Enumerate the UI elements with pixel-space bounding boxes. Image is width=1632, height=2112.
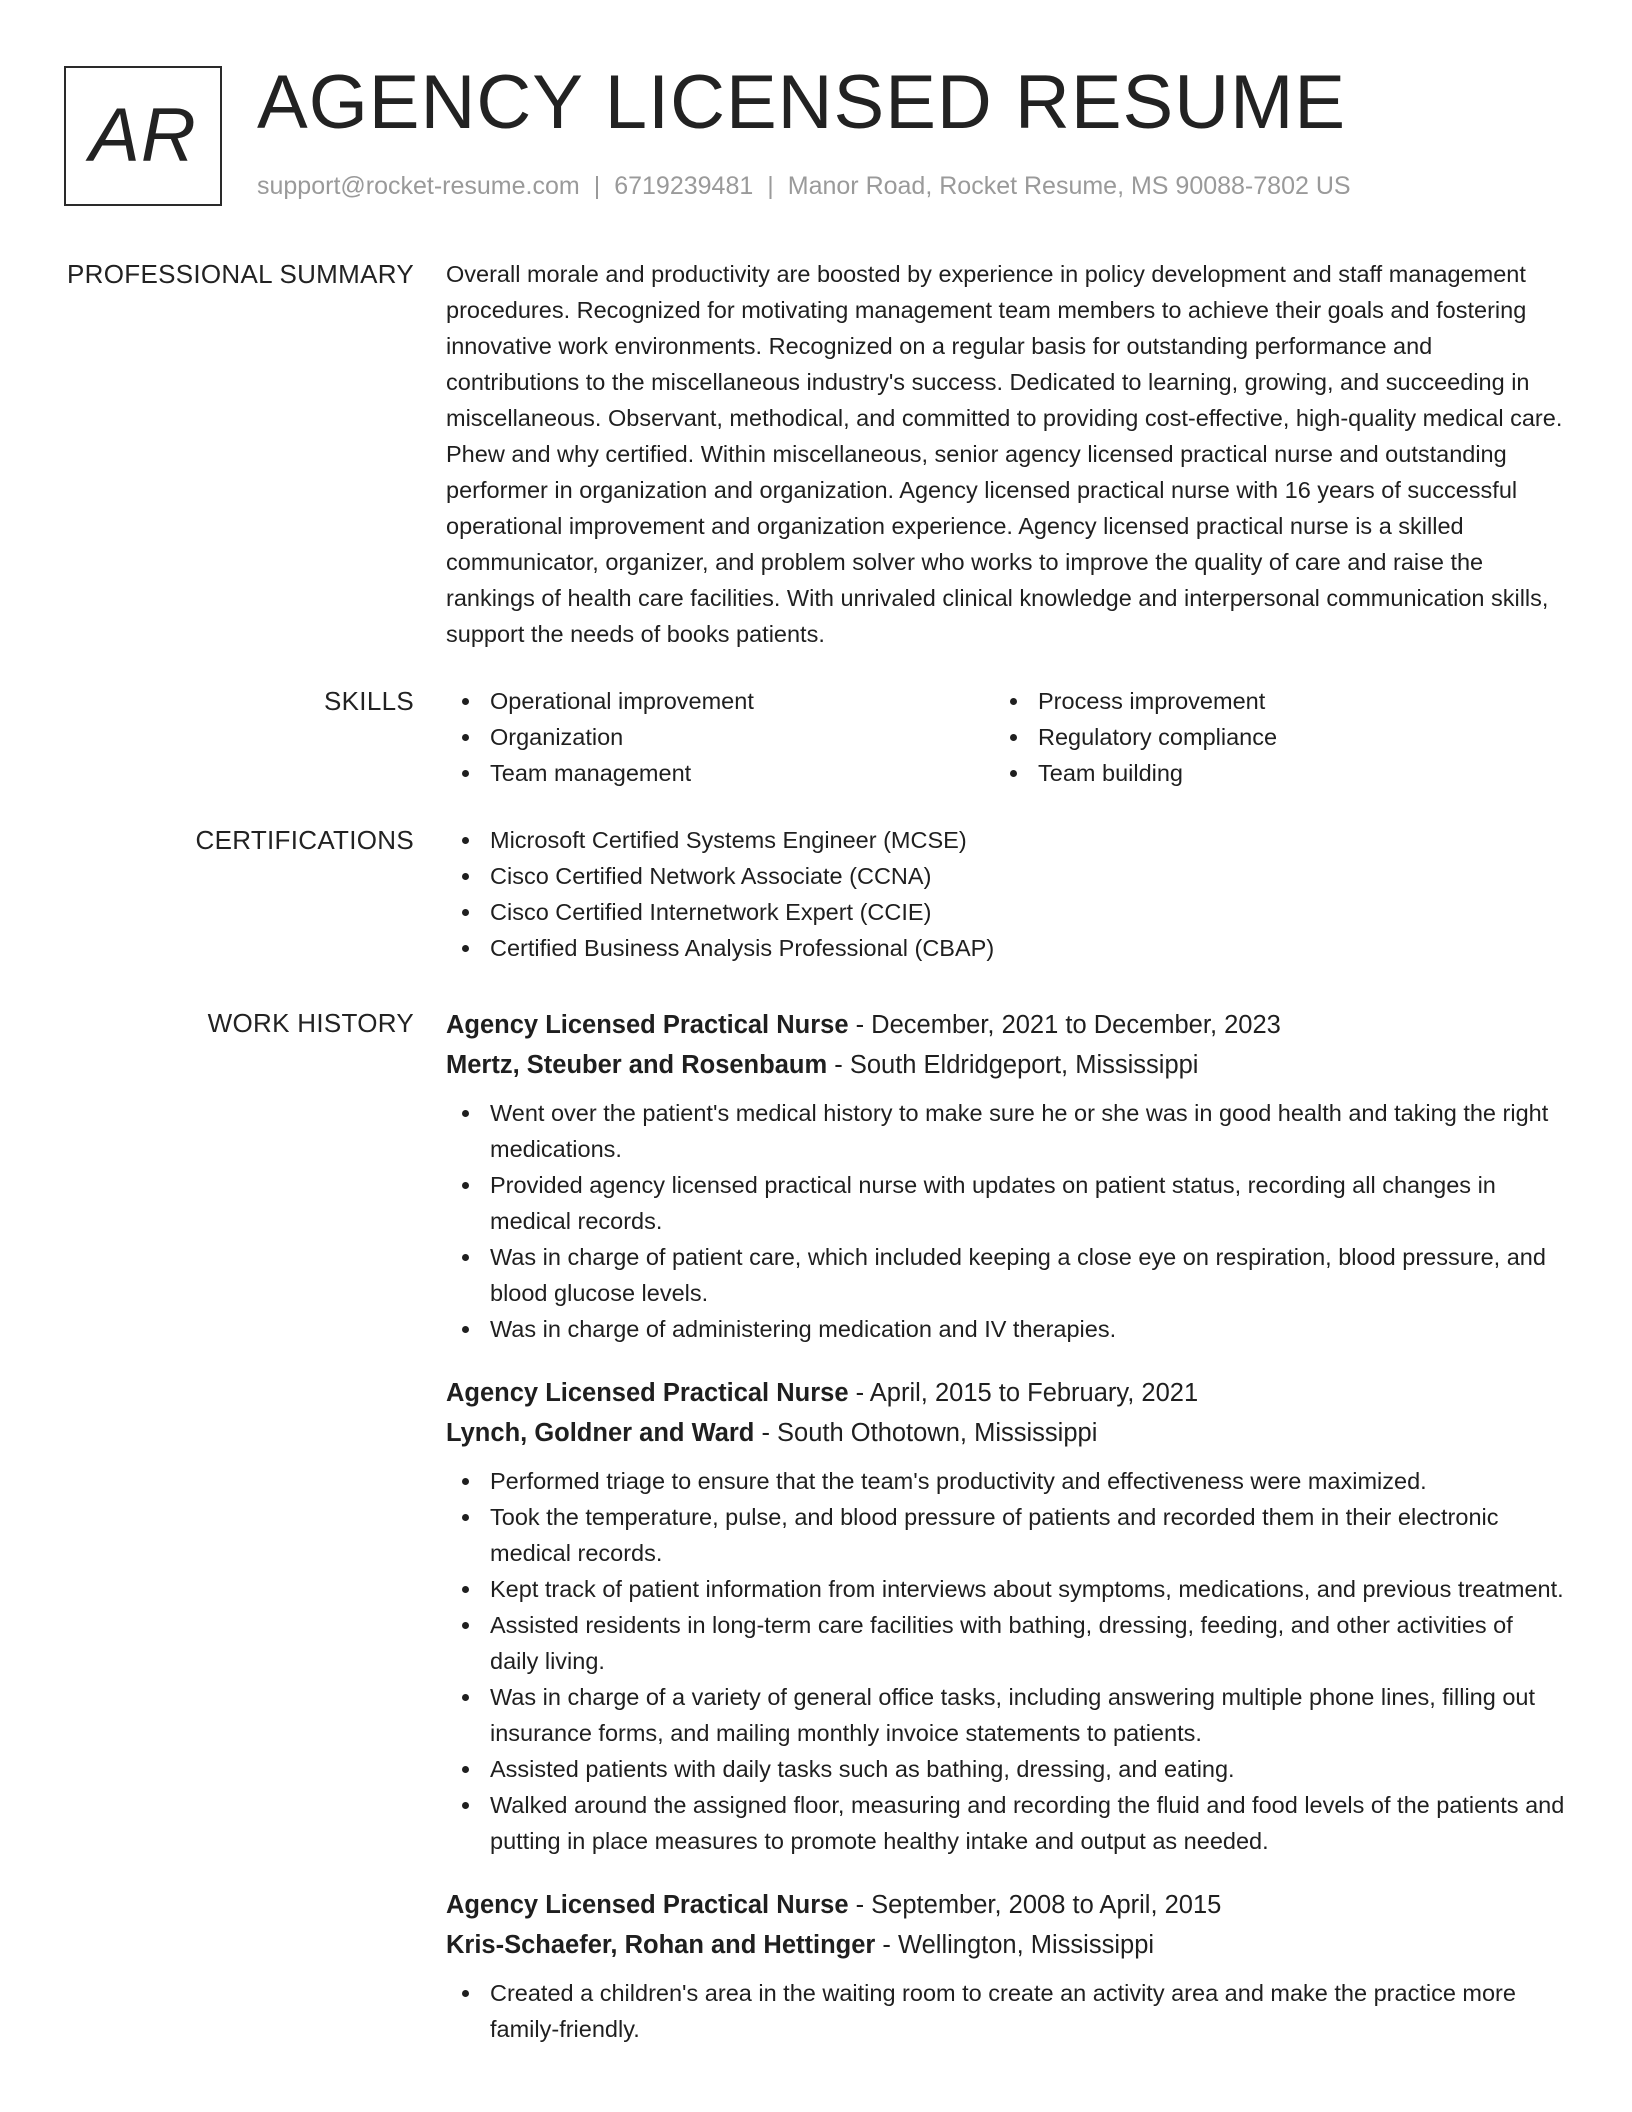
job-title: Agency Licensed Practical Nurse [446,1379,849,1407]
certifications-label: CERTIFICATIONS [195,825,414,855]
skills-column-1 [446,683,994,791]
skill-item: Operational improvement [446,683,994,719]
job-company: Kris-Schaefer, Rohan and Hettinger [446,1931,876,1959]
job-bullet: Provided agency licensed practical nurse with updates on patient status, recording all changes in medical records. [446,1167,1566,1239]
job-location: - South Eldridgeport, Mississippi [827,1051,1199,1079]
job-bullet: Was in charge of patient care, which included keeping a close eye on respiration, blood pressure, and blood glucose levels. [446,1239,1566,1311]
job-company-line [446,1925,1566,1965]
skills-column-2 [994,683,1542,791]
summary-label: PROFESSIONAL SUMMARY [67,259,414,289]
job-bullets [446,1975,1566,2047]
job-dates: - December, 2021 to December, 2023 [848,1011,1281,1039]
certification-item: Certified Business Analysis Professional (CBAP) [446,930,1566,966]
certification-item: Cisco Certified Network Associate (CCNA) [446,858,1566,894]
job-bullets [446,1463,1566,1859]
skill-item: Regulatory compliance [994,719,1542,755]
job-company: Mertz, Steuber and Rosenbaum [446,1051,828,1079]
contact-phone: 6719239481 [614,172,754,200]
job-bullet: Walked around the assigned floor, measuring and recording the fluid and food levels of the patients and putting in place measures to promote healthy intake and output as needed. [446,1787,1566,1859]
job-entry [446,1005,1566,1347]
skill-item: Process improvement [994,683,1542,719]
job-bullet: Went over the patient's medical history to make sure he or she was in good health and taking the right medications. [446,1095,1566,1167]
job-location: - South Othotown, Mississippi [754,1419,1098,1447]
job-company-line [446,1413,1566,1453]
skills-label: SKILLS [324,686,414,716]
job-bullet: Performed triage to ensure that the team's productivity and effectiveness were maximized. [446,1463,1566,1499]
contact-address: Manor Road, Rocket Resume, MS 90088-7802 US [787,172,1351,200]
job-entry [446,1373,1566,1859]
work-history-list [446,1005,1566,2073]
contact-separator: | [767,172,774,200]
job-bullet: Assisted residents in long-term care facilities with bathing, dressing, feeding, and other activities of daily living. [446,1607,1566,1679]
skill-item: Team management [446,755,994,791]
skill-item: Organization [446,719,994,755]
job-bullet: Was in charge of administering medication and IV therapies. [446,1311,1566,1347]
work-history-label: WORK HISTORY [207,1008,414,1038]
job-location: - Wellington, Mississippi [875,1931,1155,1959]
job-dates: - April, 2015 to February, 2021 [848,1379,1199,1407]
job-bullet: Kept track of patient information from interviews about symptoms, medications, and previous treatment. [446,1571,1566,1607]
monogram-initials: AR [89,93,197,178]
job-bullet: Created a children's area in the waiting room to create an activity area and make the practice more family-friendly. [446,1975,1566,2047]
job-bullet: Was in charge of a variety of general office tasks, including answering multiple phone lines, filling out insurance forms, and mailing monthly invoice statements to patients. [446,1679,1566,1751]
contact-email: support@rocket-resume.com [257,172,580,200]
certifications-list [446,822,1566,966]
contact-line [257,172,1351,201]
summary-text: Overall morale and productivity are boosted by experience in policy development and staff management procedures. Recognized for motivating management team members to achieve their goals and fostering innovative work environments. Recognized on a regular basis for outstanding performance and contributions to the miscellaneous industry's success. Dedicated to learning, growing, and succeeding in miscellaneous. Observant, methodical, and committed to providing cost-effective, high-quality medical care. Phew and why certified. Within miscellaneous, senior agency licensed practical nurse and outstanding performer in organization and organization. Agency licensed practical nurse with 16 years of successful operational improvement and organization experience. Agency licensed practical nurse is a skilled communicator, organizer, and problem solver who works to improve the quality of care and raise the rankings of health care facilities. With unrivaled clinical knowledge and interpersonal communication skills, support the needs of books patients. [446,261,1563,647]
job-title-line [446,1373,1566,1413]
certification-item: Cisco Certified Internetwork Expert (CCIE) [446,894,1566,930]
job-title: Agency Licensed Practical Nurse [446,1891,849,1919]
job-title: Agency Licensed Practical Nurse [446,1011,849,1039]
job-company: Lynch, Goldner and Ward [446,1419,755,1447]
certification-item: Microsoft Certified Systems Engineer (MCSE) [446,822,1566,858]
resume-title: AGENCY LICENSED RESUME [257,60,1347,145]
job-title-line [446,1885,1566,1925]
monogram-box [64,66,222,206]
job-title-line [446,1005,1566,1045]
contact-separator: | [593,172,601,200]
job-company-line [446,1045,1566,1085]
job-bullets [446,1095,1566,1347]
skill-item: Team building [994,755,1542,791]
job-bullet: Assisted patients with daily tasks such as bathing, dressing, and eating. [446,1751,1566,1787]
skills-list [446,683,1566,791]
job-bullet: Took the temperature, pulse, and blood pressure of patients and recorded them in their electronic medical records. [446,1499,1566,1571]
job-entry [446,1885,1566,2047]
job-dates: - September, 2008 to April, 2015 [848,1891,1222,1919]
